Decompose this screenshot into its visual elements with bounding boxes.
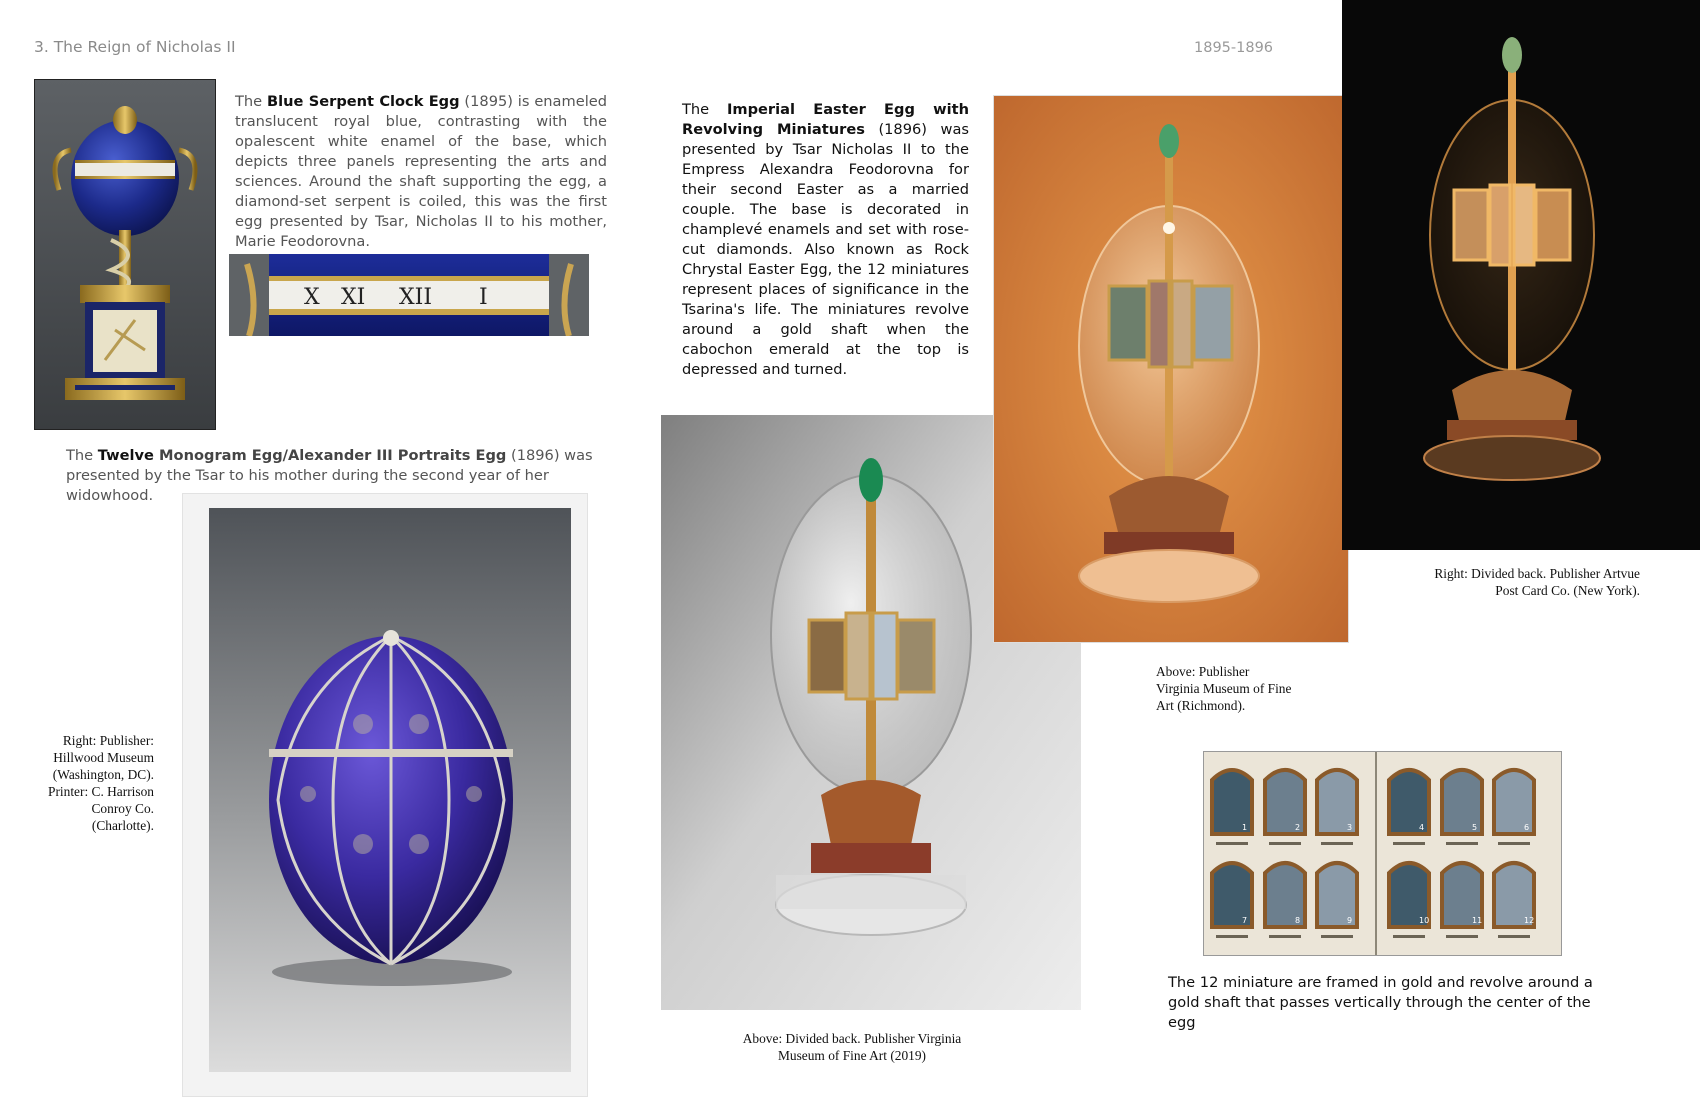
miniature-number: 6 bbox=[1524, 823, 1530, 832]
twelve-monogram-name-a: Twelve bbox=[97, 447, 154, 464]
twelve-miniatures-photo bbox=[1203, 751, 1562, 956]
text-segment: The bbox=[682, 101, 727, 118]
miniature-label-line bbox=[1321, 842, 1353, 845]
text-segment: The bbox=[235, 93, 267, 110]
miniature-number: 5 bbox=[1472, 823, 1478, 832]
miniature-label-line bbox=[1321, 935, 1353, 938]
blue-serpent-egg-photo bbox=[34, 79, 216, 430]
revolving-center-caption: Above: Divided back. Publisher Virginia Museum of Fine Art (2019) bbox=[742, 1031, 962, 1063]
miniature-number: 2 bbox=[1295, 823, 1301, 832]
miniature-number: 3 bbox=[1347, 823, 1353, 832]
clock-band-detail-photo bbox=[229, 254, 589, 336]
years-label: 1895-1896 bbox=[1194, 40, 1274, 56]
miniature-label-line bbox=[1269, 842, 1301, 845]
revolving-miniatures-description bbox=[682, 100, 969, 380]
clock-numeral: X bbox=[304, 285, 320, 310]
miniature-label-line bbox=[1446, 842, 1478, 845]
text-segment: The bbox=[66, 447, 98, 464]
miniature-number: 7 bbox=[1242, 916, 1248, 925]
revolving-egg-photo-postcard bbox=[993, 95, 1349, 643]
miniature-label-line bbox=[1393, 935, 1425, 938]
miniature-label-line bbox=[1216, 935, 1248, 938]
miniature-number: 1 bbox=[1242, 823, 1248, 832]
miniature-label-line bbox=[1446, 935, 1478, 938]
miniature-label-line bbox=[1498, 935, 1530, 938]
miniature-label-line bbox=[1269, 935, 1301, 938]
clock-numeral: XII bbox=[399, 285, 433, 310]
twelve-monogram-caption: Right: Publisher: Hillwood Museum (Washington, DC). Printer: C. Harrison Conroy Co. (Charlotte). bbox=[48, 733, 154, 833]
miniature-number: 10 bbox=[1419, 916, 1430, 925]
miniature-number: 8 bbox=[1295, 916, 1301, 925]
miniature-label-line bbox=[1216, 842, 1248, 845]
blue-serpent-egg-name: Blue Serpent Clock Egg bbox=[267, 93, 460, 110]
blue-serpent-description bbox=[235, 92, 607, 252]
miniature-label-line bbox=[1498, 842, 1530, 845]
miniatures-description: The 12 miniature are framed in gold and revolve around a gold shaft that passes vertically through the center of the egg bbox=[1168, 974, 1593, 1031]
text-segment: (1896) was presented by the Tsar to his mother during the second year of her widowhood. bbox=[66, 447, 593, 504]
miniature-number: 12 bbox=[1524, 916, 1535, 925]
revolving-egg-photo-dark bbox=[1342, 0, 1700, 550]
clock-numeral: XI bbox=[341, 285, 366, 310]
miniature-number: 4 bbox=[1419, 823, 1425, 832]
text-segment: (1896) was presented by Tsar Nicholas II to the Empress Alexandra Feodorovna for their second Easter as a married couple. The base is decorated in champlevé enamels and set with rose-cut diamonds. Also known as Rock Chrystal Easter Egg, the 12 miniatures represent places of significance in the Tsarina's life. The miniatures revolve around a gold shaft when the cabochon emerald at the top is depressed and turned. bbox=[682, 121, 969, 378]
twelve-monogram-egg-photo bbox=[182, 493, 588, 1097]
twelve-monogram-name-b: Monogram Egg/Alexander III Portraits Egg bbox=[153, 447, 507, 464]
miniature-number: 9 bbox=[1347, 916, 1353, 925]
revolving-egg-name: Imperial Easter Egg with Revolving Miniatures bbox=[682, 101, 969, 138]
miniature-number: 11 bbox=[1472, 916, 1483, 925]
text-segment: (1895) is enameled translucent royal blue, contrasting with the opalescent white enamel of the base, which depicts three panels representing the arts and sciences. Around the shaft supporting the egg, a diamond-set serpent is coiled, this was the first egg presented by Tsar, Nicholas II to his mother, Marie Feodorovna. bbox=[235, 93, 607, 250]
revolving-postcard-caption: Above: Publisher Virginia Museum of Fine Art (Richmond). bbox=[1156, 664, 1292, 713]
revolving-dark-caption: Right: Divided back. Publisher Artvue Post Card Co. (New York). bbox=[1434, 566, 1640, 598]
clock-numeral: I bbox=[479, 285, 488, 310]
miniature-label-line bbox=[1393, 842, 1425, 845]
section-title: 3. The Reign of Nicholas II bbox=[34, 38, 236, 56]
